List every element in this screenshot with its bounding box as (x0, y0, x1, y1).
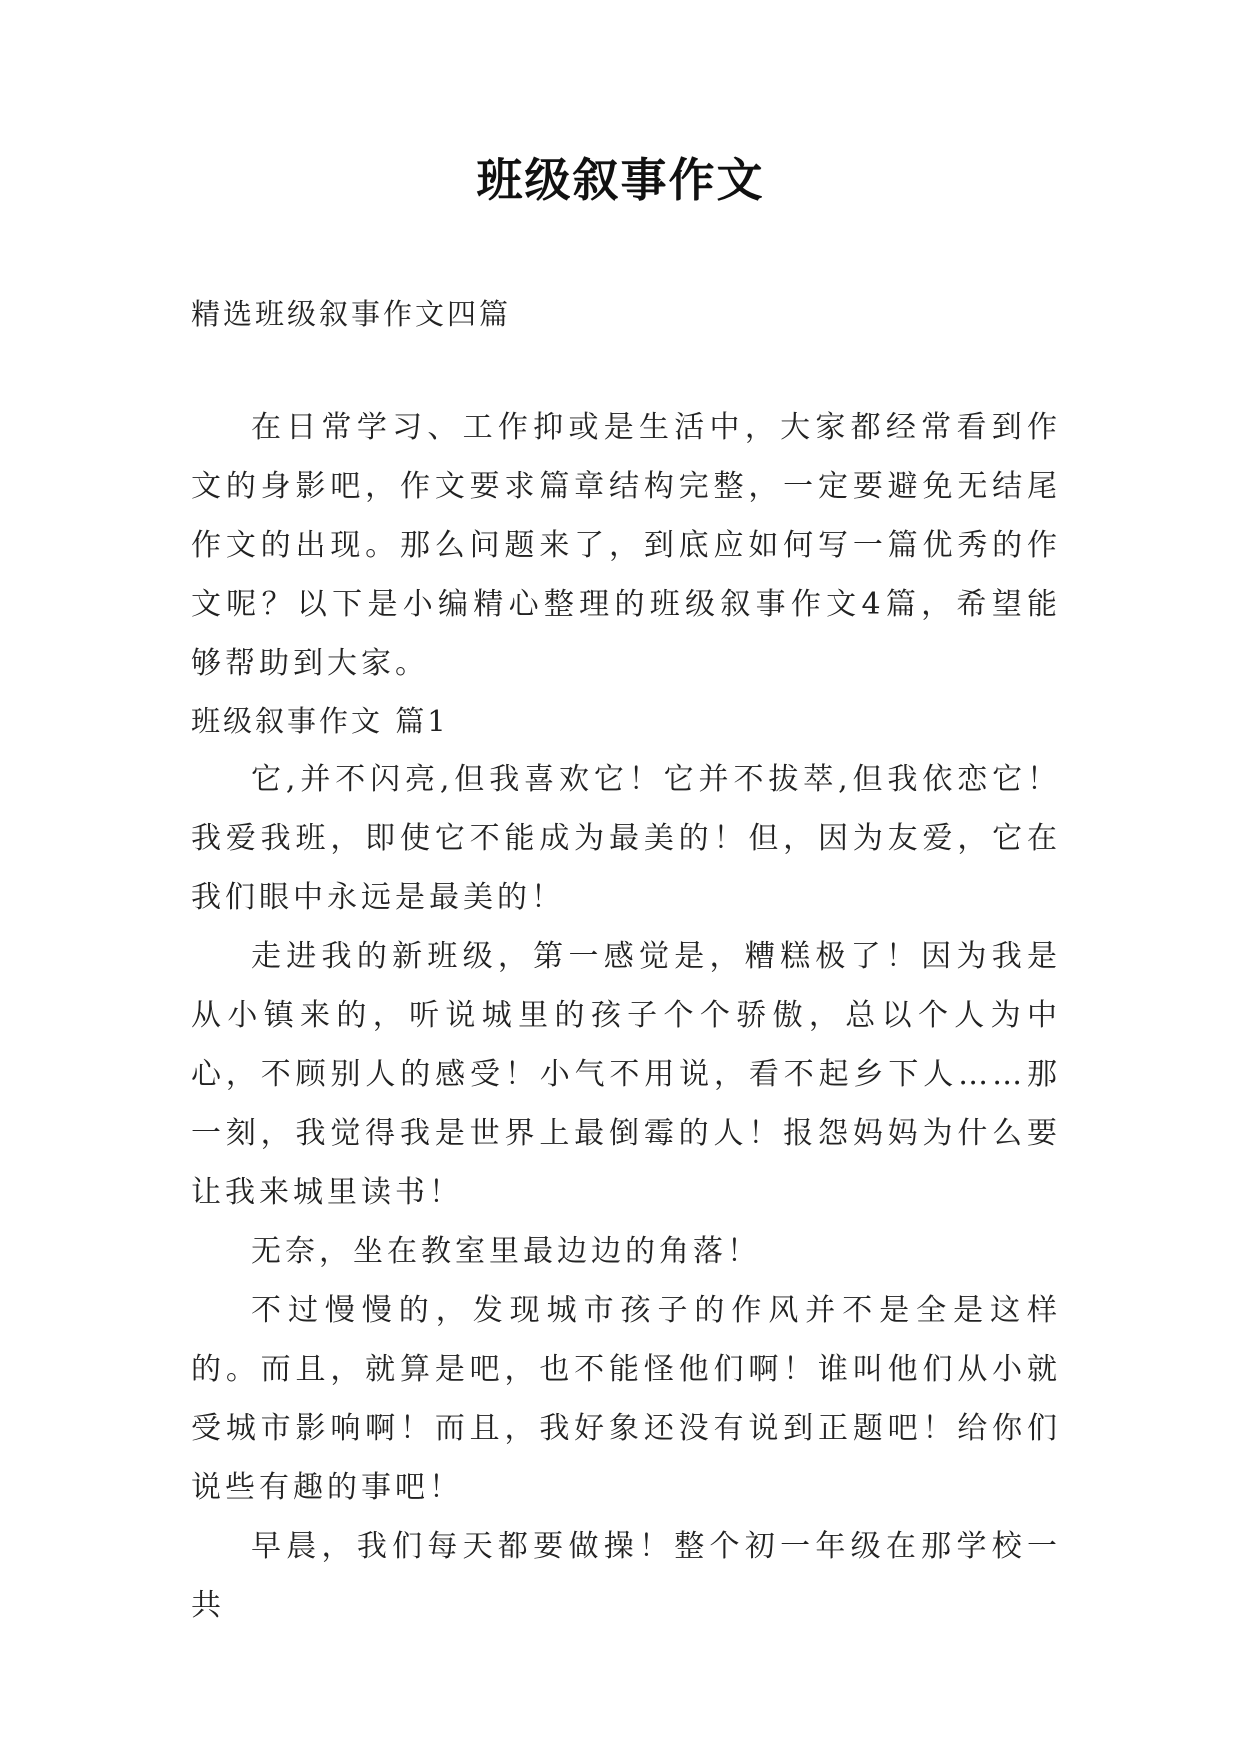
body-paragraph: 不过慢慢的，发现城市孩子的作风并不是全是这样的。而且，就算是吧，也不能怪他们啊！谁叫他们从小就受城市影响啊！而且，我好象还没有说到正题吧！给你们说些有趣的事吧！ (191, 1293, 1061, 1505)
document-subtitle: 精选班级叙事作文四篇 (191, 297, 512, 331)
section-heading: 班级叙事作文 篇1 (191, 704, 449, 738)
intro-paragraph: 在日常学习、工作抑或是生活中，大家都经常看到作文的身影吧，作文要求篇章结构完整，一定要避免无结尾作文的出现。那么问题来了，到底应如何写一篇优秀的作文呢？以下是小编精心整理的班级叙事作文4篇，希望能够帮助到大家。 (191, 410, 1061, 681)
body-paragraph: 走进我的新班级，第一感觉是，糟糕极了！因为我是从小镇来的，听说城里的孩子个个骄傲，总以个人为中心，不顾别人的感受！小气不用说，看不起乡下人……那一刻，我觉得我是世界上最倒霉的人！报怨妈妈为什么要让我来城里读书！ (191, 939, 1061, 1210)
body-paragraph: 它,并不闪亮,但我喜欢它！它并不拔萃,但我依恋它！我爱我班，即使它不能成为最美的！但，因为友爱，它在我们眼中永远是最美的！ (191, 762, 1061, 915)
body-paragraph: 早晨，我们每天都要做操！整个初一年级在那学校一共 (191, 1529, 1061, 1623)
document-title: 班级叙事作文 (476, 153, 765, 207)
document-body (191, 284, 1061, 1635)
body-paragraph: 无奈，坐在教室里最边边的角落！ (251, 1234, 761, 1269)
